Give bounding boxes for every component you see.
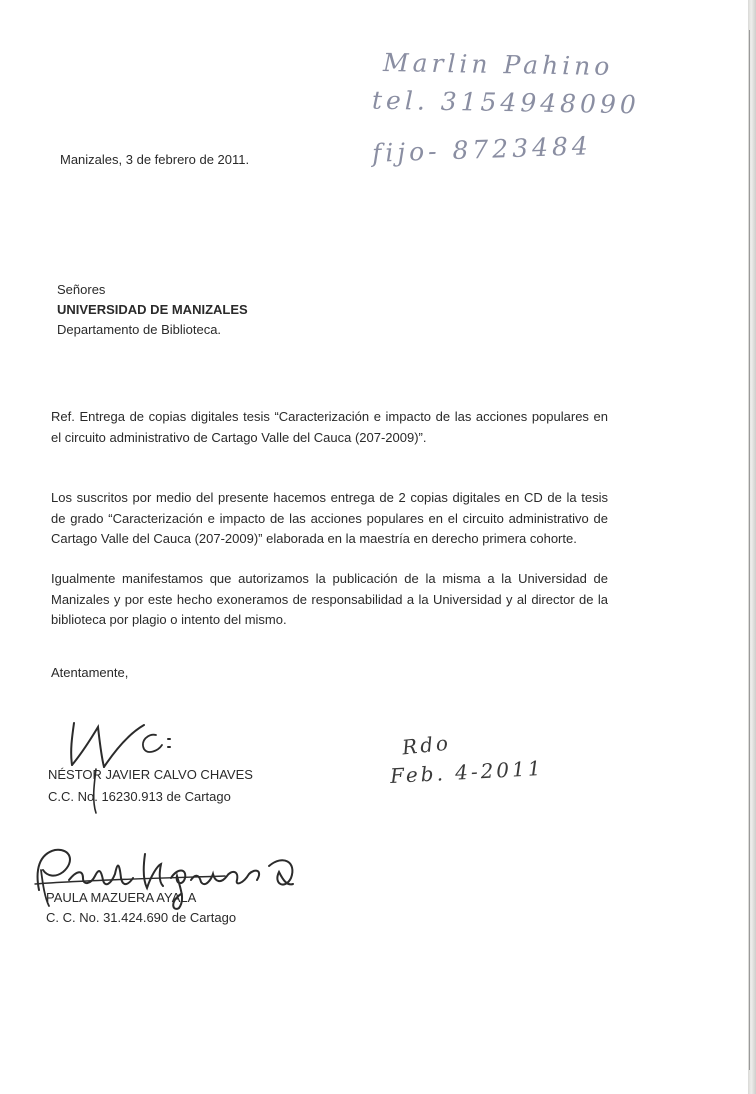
- recipient-department: Departamento de Biblioteca.: [57, 322, 222, 337]
- closing: Atentamente,: [51, 665, 129, 680]
- handwritten-contact-phone: tel. 3154948090: [371, 85, 641, 120]
- date-line: Manizales, 3 de febrero de 2011.: [60, 152, 250, 167]
- signer-2-id: C. C. No. 31.424.690 de Cartago: [46, 910, 237, 925]
- handwritten-contact-landline: fijo- 8723484: [371, 131, 593, 168]
- received-note-label: Rdo: [400, 730, 453, 760]
- salutation: Señores: [57, 282, 106, 297]
- signer-1-name: NÉSTOR JAVIER CALVO CHAVES: [48, 767, 253, 782]
- recipient-institution: UNIVERSIDAD DE MANIZALES: [57, 302, 248, 317]
- signer-1-id: C.C. No. 16230.913 de Cartago: [48, 789, 231, 804]
- body-paragraph-2: Igualmente manifestamos que autorizamos la publicación de la misma a la Universidad de Manizales y por este hecho exoneramos de responsabilidad a la Universidad y al director de la biblioteca por plagio o intento del mismo.: [51, 571, 608, 627]
- body-paragraph-1: Los suscritos por medio del presente hacemos entrega de 2 copias digitales en CD de la tesis de grado “Caracterización e impacto de las acciones populares en el circuito administrativo de Cartago Valle del Cauca (207-2009)” elaborada en la maestría en derecho primera cohorte.: [51, 490, 608, 546]
- received-note-date: Feb. 4-2011: [389, 755, 545, 789]
- page-edge-line: [749, 30, 750, 1070]
- reference-line: Ref. Entrega de copias digitales tesis “Caracterización e impacto de las acciones populares en el circuito administrativo de Cartago Valle del Cauca (207-2009)”.: [51, 409, 608, 445]
- handwritten-contact-name: Marlin Pahino: [382, 47, 614, 82]
- signer-2-name: PAULA MAZUERA AYALA: [46, 890, 197, 905]
